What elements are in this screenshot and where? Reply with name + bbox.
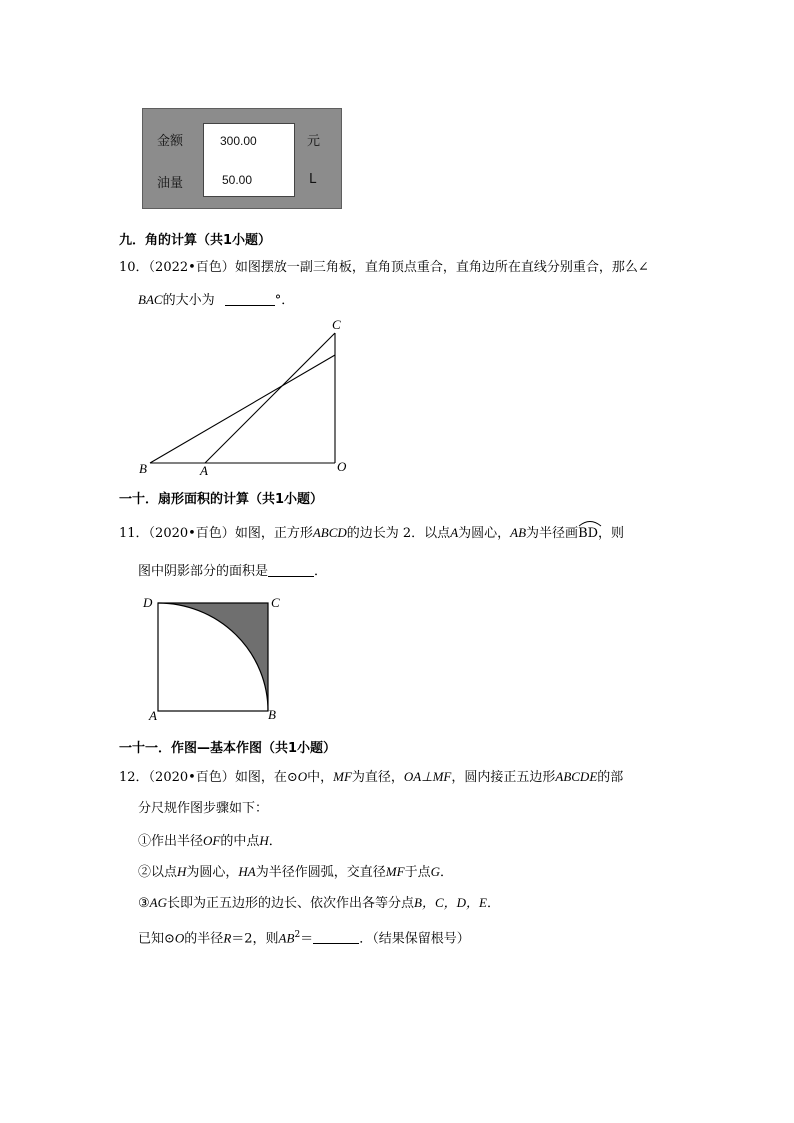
amount-value: 300.00 <box>220 134 257 148</box>
q11-line-2 <box>138 562 327 581</box>
q11-label-d: D <box>143 595 153 610</box>
q12-line-5 <box>138 926 470 948</box>
q10-line-ac <box>205 333 335 463</box>
amount-label: 金额 <box>157 134 184 149</box>
q10-label-c: C <box>332 317 341 332</box>
q12-var-o: O <box>297 769 308 784</box>
q12-var-g: G <box>430 864 440 879</box>
volume-label: 油量 <box>157 176 184 191</box>
q11-arc-bd: BD <box>578 525 598 543</box>
q12-var-points: B，C，D，E <box>414 895 487 910</box>
q11-number: 11． <box>119 526 149 541</box>
q12-l5e: ．（结果保留根号） <box>359 931 470 947</box>
q10-degree: °． <box>274 293 295 308</box>
q12-source: （2020•百色） <box>148 770 235 785</box>
q12-t1d: ，圆内接正五边形 <box>451 770 556 785</box>
q10-label-b: B <box>139 461 147 476</box>
q12-var-mf: MF <box>333 769 352 784</box>
q10-line-2 <box>138 291 294 310</box>
q11-square-figure <box>140 592 290 724</box>
q10-source: （2022•百色） <box>148 260 235 275</box>
section-10-heading: 一十．扇形面积的计算（共1小题） <box>119 492 324 507</box>
q10-number: 10． <box>119 260 149 275</box>
q12-step-1 <box>138 832 282 851</box>
q12-var-abcde: ABCDE <box>555 769 598 784</box>
q12-var-mf2: MF <box>385 864 405 879</box>
q12-l5c: ＝2，则 <box>231 931 279 947</box>
q12-s2d: 于点 <box>404 865 431 880</box>
q10-answer-blank <box>225 291 275 306</box>
q11-text-2: 图中阴影部分的面积是 <box>138 564 269 579</box>
q12-s3c: ． <box>486 896 500 911</box>
q12-var-o2: O <box>174 930 185 946</box>
section-9-heading: 九．角的计算（共1小题） <box>119 233 272 248</box>
amount-unit: 元 <box>307 134 321 149</box>
q11-var-abcd: ABCD <box>312 525 347 540</box>
q10-label-o: O <box>337 459 347 474</box>
q10-text-2: 的大小为 <box>162 293 215 308</box>
q12-l5a: 已知⊙ <box>138 931 175 947</box>
q12-s2e: ． <box>439 865 453 880</box>
q10-text-1: 如图摆放一副三角板，直角顶点重合，直角边所在直线分别重合，那么∠ <box>234 260 649 275</box>
q12-t1a: 如图，在⊙ <box>234 770 298 785</box>
q11-text-1e: ，则 <box>598 526 625 541</box>
q10-label-a: A <box>200 463 208 478</box>
q11-label-b: B <box>268 707 276 722</box>
q12-s2a: ②以点 <box>138 865 178 880</box>
q12-s2b: 为圆心， <box>186 865 239 880</box>
pump-readout-panel <box>203 123 295 197</box>
q11-text-1a: 如图，正方形 <box>234 526 313 541</box>
q12-s1a: ①作出半径 <box>138 834 204 849</box>
q12-var-r: R <box>223 930 232 946</box>
q12-step-3 <box>138 894 500 913</box>
q12-t1c: 为直径， <box>351 770 404 785</box>
q11-label-a: A <box>149 708 157 723</box>
q12-s3a: ③ <box>138 896 150 911</box>
q12-var-h: H <box>259 833 269 848</box>
q12-var-ag: AG <box>149 895 167 910</box>
q12-s2c: 为半径作圆弧，交直径 <box>255 865 386 880</box>
q11-text-1b: 的边长为 2．以点 <box>346 526 451 541</box>
q12-step-2 <box>138 863 453 882</box>
q12-var-h2: H <box>177 864 187 879</box>
q12-l5d: ＝ <box>300 931 314 947</box>
q12-s1c: ． <box>268 834 282 849</box>
q12-l5b: 的半径 <box>184 931 224 947</box>
q10-triangle-figure <box>130 315 360 480</box>
q10-line-1 <box>119 259 649 277</box>
q12-t1e: 的部 <box>597 770 624 785</box>
q12-number: 12． <box>119 770 149 785</box>
q12-var-oa-mf: OA⊥MF <box>403 769 452 784</box>
section-11-heading: 一十一．作图—基本作图（共1小题） <box>119 741 337 756</box>
q11-var-ab: AB <box>510 525 527 540</box>
q12-line-1 <box>119 768 623 787</box>
fuel-pump-display <box>142 108 342 209</box>
q12-s3b: 长即为正五边形的边长、依次作出各等分点 <box>167 896 415 911</box>
q10-line-b-top <box>150 355 335 463</box>
q11-end: ． <box>314 564 328 579</box>
q12-var-ab2: AB <box>278 930 295 946</box>
q12-answer-blank <box>313 929 359 944</box>
q12-var-ha: HA <box>238 864 256 879</box>
q11-text-1d: 为半径画 <box>526 526 579 541</box>
q10-var-bac: BAC <box>138 292 163 307</box>
volume-value: 50.00 <box>222 173 253 187</box>
q12-t1b: 中， <box>307 770 334 785</box>
q12-s1b: 的中点 <box>220 834 260 849</box>
q11-var-a: A <box>450 525 459 540</box>
q12-superscript: 2 <box>294 930 301 940</box>
arc-symbol-icon <box>578 519 602 527</box>
q12-var-of: OF <box>203 833 221 848</box>
q12-line-2: 分尺规作图步骤如下： <box>138 801 269 816</box>
volume-unit: L <box>309 172 317 187</box>
q11-shaded-region <box>158 603 268 711</box>
q11-text-1c: 为圆心， <box>458 526 511 541</box>
q11-label-c: C <box>271 595 280 610</box>
q11-line-1 <box>119 524 624 543</box>
q11-source: （2020•百色） <box>148 526 235 541</box>
q11-answer-blank <box>268 562 314 577</box>
